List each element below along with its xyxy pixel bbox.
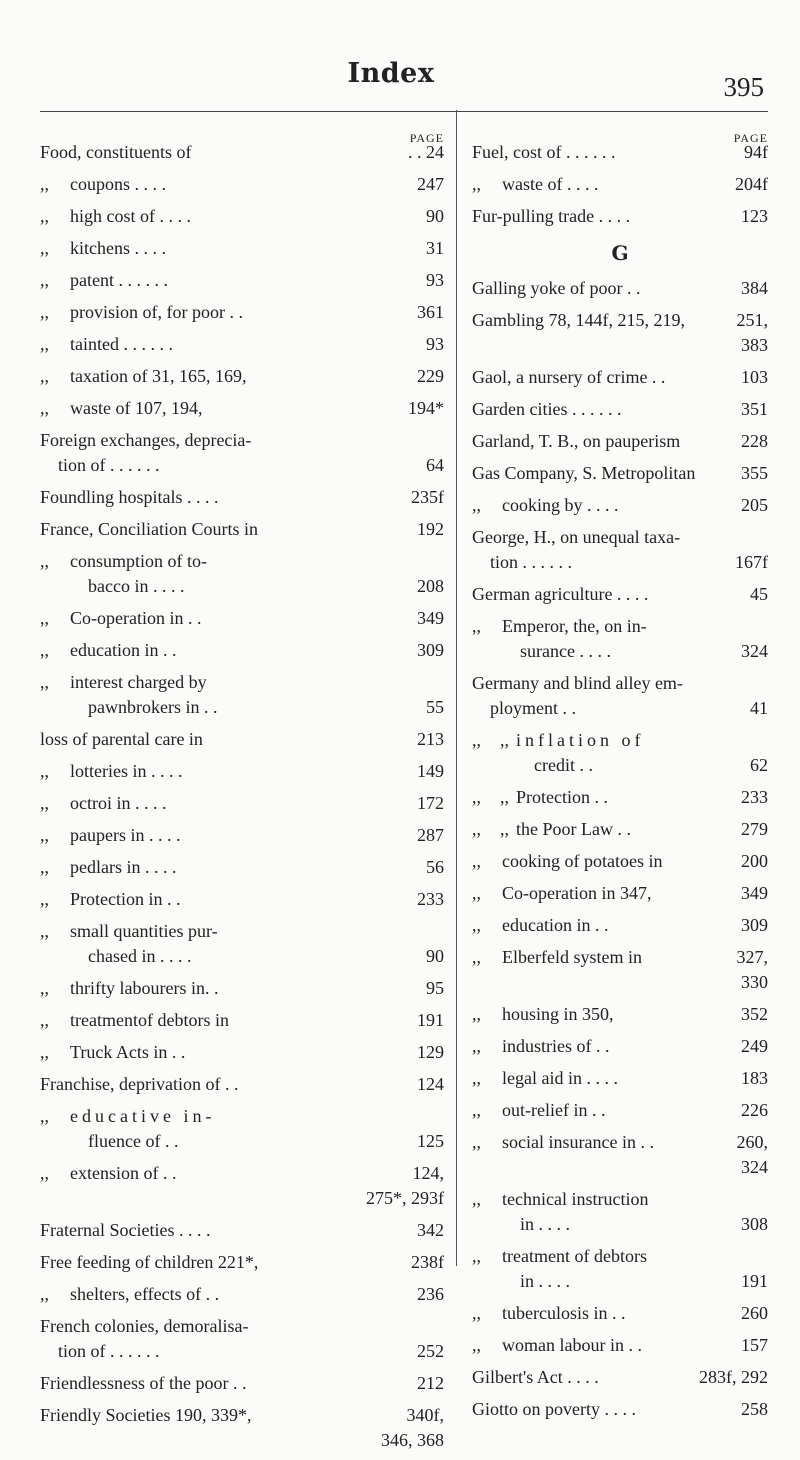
index-entry	[40, 236, 444, 261]
header-rule	[40, 111, 768, 112]
entry-text: provision of, for poor . .	[70, 302, 243, 322]
index-entry	[40, 396, 444, 421]
ditto-mark: ,,	[40, 640, 49, 660]
entry-text: education in . .	[502, 915, 609, 935]
index-entry	[472, 614, 768, 664]
index-entry	[472, 172, 768, 197]
entry-page: 124,	[412, 1163, 444, 1183]
entry-text: taxation of 31, 165, 169,	[70, 366, 247, 386]
entry-text: German agriculture . . . .	[472, 584, 649, 604]
index-entry	[472, 817, 768, 842]
entry-text: Fuel, cost of . . . . . .	[472, 142, 616, 162]
entry-page: 260	[741, 1303, 768, 1323]
ditto-mark: ,,	[40, 1284, 49, 1304]
index-entry	[472, 881, 768, 906]
entry-text: Foundling hospitals . . . .	[40, 487, 219, 507]
index-entry	[472, 1244, 768, 1294]
entry-text: treatmentof debtors in	[70, 1010, 229, 1030]
index-entry	[40, 1250, 444, 1275]
index-entry	[472, 1034, 768, 1059]
entry-text: technical instruction	[502, 1189, 649, 1209]
entry-text: interest charged by	[70, 672, 207, 692]
entry-text: small quantities pur-	[70, 921, 218, 941]
entry-continuation: in . . . .	[520, 1214, 571, 1234]
index-entry	[472, 1333, 768, 1358]
ditto-mark: ,,	[472, 819, 481, 839]
entry-text: French colonies, demoralisa-	[40, 1316, 249, 1336]
index-entry	[472, 1002, 768, 1027]
entry-text: the Poor Law . .	[516, 819, 631, 839]
entry-page: 149	[417, 761, 444, 781]
entry-text: industries of . .	[502, 1036, 610, 1056]
entry-page: 324	[741, 641, 768, 661]
entry-page: 208	[417, 576, 444, 596]
entry-page: 247	[417, 174, 444, 194]
entry-page: 93	[426, 270, 444, 290]
index-entry	[40, 1371, 444, 1396]
entry-page: 235f	[411, 487, 444, 507]
ditto-mark: ,,	[40, 1163, 49, 1183]
index-entry	[472, 308, 768, 358]
entry-text: Gaol, a nursery of crime . .	[472, 367, 666, 387]
entry-text: loss of parental care in	[40, 729, 203, 749]
entry-text: pedlars in . . . .	[70, 857, 177, 877]
index-entry	[40, 517, 444, 542]
entry-continuation: ployment . .	[490, 698, 576, 718]
entry-continuation: tion of . . . . . .	[58, 1341, 160, 1361]
entry-text: tuberculosis in . .	[502, 1303, 626, 1323]
entry-page: 124	[417, 1074, 444, 1094]
entry-continuation: in . . . .	[520, 1271, 571, 1291]
entry-page: 129	[417, 1042, 444, 1062]
entry-page: 351	[741, 399, 768, 419]
ditto-mark: ,,	[40, 889, 49, 909]
entry-page: 287	[417, 825, 444, 845]
index-entry	[40, 300, 444, 325]
entry-page: 205	[741, 495, 768, 515]
entry-text: Truck Acts in . .	[70, 1042, 186, 1062]
entry-text: tainted . . . . . .	[70, 334, 173, 354]
index-entry	[472, 525, 768, 575]
ditto-mark: ,,	[40, 398, 49, 418]
index-entry	[40, 1282, 444, 1307]
index-entry	[40, 823, 444, 848]
entry-text: thrifty labourers in. .	[70, 978, 219, 998]
index-entry	[40, 1161, 444, 1211]
ditto-mark: ,,	[472, 495, 481, 515]
entry-page: 192	[417, 519, 444, 539]
entry-continuation: chased in . . . .	[88, 946, 192, 966]
entry-text: high cost of . . . .	[70, 206, 191, 226]
entry-text: Co-operation in 347,	[502, 883, 652, 903]
entry-text: Protection in . .	[70, 889, 181, 909]
entry-continuation: credit . .	[534, 755, 593, 775]
entry-text: Friendly Societies 190, 339*,	[40, 1405, 252, 1425]
index-entry	[472, 945, 768, 995]
entry-page: 93	[426, 334, 444, 354]
ditto-mark: ,,	[40, 206, 49, 226]
entry-page: 200	[741, 851, 768, 871]
entry-page: 228	[741, 431, 768, 451]
ditto-mark: ,,	[40, 793, 49, 813]
entry-page: 157	[741, 1335, 768, 1355]
entry-text: Franchise, deprivation of . .	[40, 1074, 239, 1094]
entry-page: 279	[741, 819, 768, 839]
index-entry	[472, 204, 768, 229]
entry-page: 90	[426, 946, 444, 966]
entry-page: 249	[741, 1036, 768, 1056]
ditto-mark: ,,	[472, 947, 481, 967]
entry-text: Fur-pulling trade . . . .	[472, 206, 631, 226]
ditto-mark: ,,	[472, 1132, 481, 1152]
entry-page: 183	[741, 1068, 768, 1088]
entry-text: Friendlessness of the poor . .	[40, 1373, 247, 1393]
entry-page: 309	[741, 915, 768, 935]
entry-text: coupons . . . .	[70, 174, 166, 194]
entry-text: lotteries in . . . .	[70, 761, 183, 781]
ditto-mark: ,,	[40, 978, 49, 998]
right-column	[472, 128, 768, 1429]
left-column	[40, 128, 444, 1460]
entry-page: 251,	[736, 310, 768, 330]
index-entry	[40, 1314, 444, 1364]
index-entry	[40, 1040, 444, 1065]
entry-text: waste of 107, 194,	[70, 398, 203, 418]
ditto-mark: ,,	[40, 1106, 49, 1126]
entry-text: paupers in . . . .	[70, 825, 181, 845]
index-entry	[472, 461, 768, 486]
entry-text: Co-operation in . .	[70, 608, 202, 628]
index-entry	[40, 670, 444, 720]
ditto-mark: ,,	[472, 915, 481, 935]
index-entry	[472, 276, 768, 301]
index-entry	[40, 976, 444, 1001]
ditto-mark: ,,	[472, 851, 481, 871]
ditto-mark: ,,	[40, 857, 49, 877]
ditto-mark: ,,	[472, 730, 481, 750]
entry-continuation: pawnbrokers in . .	[88, 697, 218, 717]
entry-page: 258	[741, 1399, 768, 1419]
ditto-mark: ,,	[472, 1036, 481, 1056]
entry-text: Garland, T. B., on pauperism	[472, 431, 681, 451]
ditto-mark: ,,	[472, 616, 481, 636]
entry-page: 172	[417, 793, 444, 813]
entry-text: social insurance in . .	[502, 1132, 654, 1152]
ditto-mark: ,,	[40, 825, 49, 845]
entry-page: 238f	[411, 1252, 444, 1272]
entry-text: octroi in . . . .	[70, 793, 167, 813]
index-entry	[472, 728, 768, 778]
entry-page: 103	[741, 367, 768, 387]
entry-text: extension of . .	[70, 1163, 177, 1183]
entry-text: Food, constituents of	[40, 142, 192, 162]
entry-page: 308	[741, 1214, 768, 1234]
ditto-mark: ,,	[40, 921, 49, 941]
index-entry	[40, 887, 444, 912]
entry-text: Galling yoke of poor . .	[472, 278, 641, 298]
entry-page: 191	[417, 1010, 444, 1030]
entry-text: cooking by . . . .	[502, 495, 619, 515]
ditto-mark: ,,	[40, 334, 49, 354]
entry-text: inflation of	[516, 730, 645, 750]
entry-page: 123	[741, 206, 768, 226]
ditto-mark: ,,	[472, 1335, 481, 1355]
entry-text: kitchens . . . .	[70, 238, 166, 258]
entry-text: cooking of potatoes in	[502, 851, 663, 871]
index-entry	[472, 429, 768, 454]
index-entry	[40, 1072, 444, 1097]
f-entries	[472, 140, 768, 229]
entry-page: 62	[750, 755, 768, 775]
entry-text: woman labour in . .	[502, 1335, 642, 1355]
index-entry	[472, 582, 768, 607]
index-entry	[472, 397, 768, 422]
entry-text: Free feeding of children 221*,	[40, 1252, 259, 1272]
entry-page: 229	[417, 366, 444, 386]
ditto-mark: ,,	[472, 174, 481, 194]
entry-page-continued: 324	[741, 1157, 768, 1177]
index-entry	[472, 1066, 768, 1091]
entry-text: waste of . . . .	[502, 174, 599, 194]
ditto-mark: ,,	[472, 1004, 481, 1024]
entry-page: 252	[417, 1341, 444, 1361]
entry-text: Gilbert's Act . . . .	[472, 1367, 599, 1387]
entry-page: 95	[426, 978, 444, 998]
entry-text: shelters, effects of . .	[70, 1284, 220, 1304]
entry-text: Fraternal Societies . . . .	[40, 1220, 211, 1240]
ditto-mark: ,,	[472, 787, 481, 807]
ditto-mark: ,,	[472, 1246, 481, 1266]
entry-page: 94f	[744, 142, 768, 162]
entry-page: 213	[417, 729, 444, 749]
entry-page-continued: 330	[741, 972, 768, 992]
index-entry	[472, 1397, 768, 1422]
entry-page: 384	[741, 278, 768, 298]
ditto-mark: ,,	[40, 1042, 49, 1062]
entry-page: 309	[417, 640, 444, 660]
index-entry	[472, 671, 768, 721]
index-entry	[472, 1130, 768, 1180]
index-entry	[40, 638, 444, 663]
entry-page: 349	[741, 883, 768, 903]
entry-page: 355	[741, 463, 768, 483]
index-entry	[40, 727, 444, 752]
index-entry	[472, 1365, 768, 1390]
entry-page: 260,	[736, 1132, 768, 1152]
entry-text: out-relief in . .	[502, 1100, 606, 1120]
index-entry	[40, 549, 444, 599]
ditto-mark: ,,	[40, 302, 49, 322]
entry-page: 226	[741, 1100, 768, 1120]
entry-page: 233	[741, 787, 768, 807]
ditto-mark: ,,	[40, 551, 49, 571]
ditto-mark: ,,	[40, 1010, 49, 1030]
entry-continuation: bacco in . . . .	[88, 576, 185, 596]
g-entries	[472, 276, 768, 1422]
index-entry	[40, 855, 444, 880]
entry-page-continued: 346, 368	[381, 1430, 444, 1450]
index-entry	[40, 1403, 444, 1453]
index-entry	[472, 785, 768, 810]
entry-page: 342	[417, 1220, 444, 1240]
entry-continuation: surance . . . .	[520, 641, 611, 661]
entry-page: 55	[426, 697, 444, 717]
entry-page: 233	[417, 889, 444, 909]
index-entry	[40, 172, 444, 197]
entry-text: educative in-	[70, 1106, 216, 1126]
index-entry	[40, 1218, 444, 1243]
ditto-mark: ,,	[500, 730, 509, 750]
entry-text: housing in 350,	[502, 1004, 614, 1024]
entry-text: Protection . .	[516, 787, 608, 807]
ditto-mark: ,,	[472, 1100, 481, 1120]
ditto-mark: ,,	[472, 883, 481, 903]
entry-text: Foreign exchanges, deprecia-	[40, 430, 252, 450]
ditto-mark: ,,	[472, 1068, 481, 1088]
entry-continuation: tion of . . . . . .	[58, 455, 160, 475]
entry-page-continued: 383	[741, 335, 768, 355]
ditto-mark: ,,	[40, 761, 49, 781]
ditto-mark: ,,	[472, 1189, 481, 1209]
entry-page: 194*	[408, 398, 444, 418]
index-entry	[472, 913, 768, 938]
entry-page: 283f, 292	[699, 1367, 768, 1387]
section-letter-g: G	[611, 241, 629, 265]
entry-text: treatment of debtors	[502, 1246, 647, 1266]
entry-page: 361	[417, 302, 444, 322]
index-entry	[40, 759, 444, 784]
entry-page: 340f,	[406, 1405, 444, 1425]
index-entry	[472, 1301, 768, 1326]
entry-text: patent . . . . . .	[70, 270, 168, 290]
entry-text: George, H., on unequal taxa-	[472, 527, 681, 547]
entry-page: 204f	[735, 174, 768, 194]
ditto-mark: ,,	[40, 270, 49, 290]
index-entry	[40, 428, 444, 478]
page-column-label: PAGE	[409, 131, 444, 145]
entry-page: . . 24	[408, 142, 444, 162]
entry-page: 191	[741, 1271, 768, 1291]
entry-text: Germany and blind alley em-	[472, 673, 683, 693]
entry-page: 41	[750, 698, 768, 718]
entry-continuation: tion . . . . . .	[490, 552, 573, 572]
entry-text: consumption of to-	[70, 551, 207, 571]
index-entry	[40, 332, 444, 357]
entry-text: Gas Company, S. Metropolitan	[472, 463, 696, 483]
entry-text: Gambling 78, 144f, 215, 219,	[472, 310, 685, 330]
ditto-mark: ,,	[40, 608, 49, 628]
index-entry	[472, 365, 768, 390]
entry-page: 167f	[735, 552, 768, 572]
entry-page: 349	[417, 608, 444, 628]
entry-text: Garden cities . . . . . .	[472, 399, 622, 419]
index-entry	[40, 791, 444, 816]
entry-page: 212	[417, 1373, 444, 1393]
index-entry	[40, 919, 444, 969]
entry-text: education in . .	[70, 640, 177, 660]
index-heading: Index	[347, 58, 435, 89]
entry-continuation: fluence of . .	[88, 1131, 179, 1151]
index-entry	[472, 1098, 768, 1123]
page-number: 395	[723, 72, 764, 102]
index-entry	[40, 140, 444, 165]
entry-page: 327,	[736, 947, 768, 967]
entry-text: Emperor, the, on in-	[502, 616, 647, 636]
ditto-mark: ,,	[500, 787, 509, 807]
entry-page: 45	[750, 584, 768, 604]
index-entry	[472, 493, 768, 518]
index-entry	[40, 606, 444, 631]
entry-text: Giotto on poverty . . . .	[472, 1399, 636, 1419]
index-entry	[40, 485, 444, 510]
entry-page: 31	[426, 238, 444, 258]
ditto-mark: ,,	[472, 1303, 481, 1323]
index-entry	[472, 849, 768, 874]
entry-text: France, Conciliation Courts in	[40, 519, 258, 539]
index-entry	[472, 140, 768, 165]
index-entry	[40, 364, 444, 389]
ditto-mark: ,,	[40, 174, 49, 194]
index-entry	[40, 268, 444, 293]
entry-page-continued: 275*, 293f	[366, 1188, 444, 1208]
ditto-mark: ,,	[40, 366, 49, 386]
entry-page: 56	[426, 857, 444, 877]
index-entry	[472, 1187, 768, 1237]
index-entry	[40, 1104, 444, 1154]
ditto-mark: ,,	[40, 672, 49, 692]
entry-page: 236	[417, 1284, 444, 1304]
index-entry	[40, 1008, 444, 1033]
entry-page: 90	[426, 206, 444, 226]
entry-page: 64	[426, 455, 444, 475]
page-column-label: PAGE	[733, 131, 768, 145]
index-entry	[40, 204, 444, 229]
entry-page: 352	[741, 1004, 768, 1024]
entry-text: Elberfeld system in	[502, 947, 642, 967]
ditto-mark: ,,	[40, 238, 49, 258]
column-divider	[456, 110, 457, 1266]
ditto-mark: ,,	[500, 819, 509, 839]
entry-page: 125	[417, 1131, 444, 1151]
entry-text: legal aid in . . . .	[502, 1068, 618, 1088]
